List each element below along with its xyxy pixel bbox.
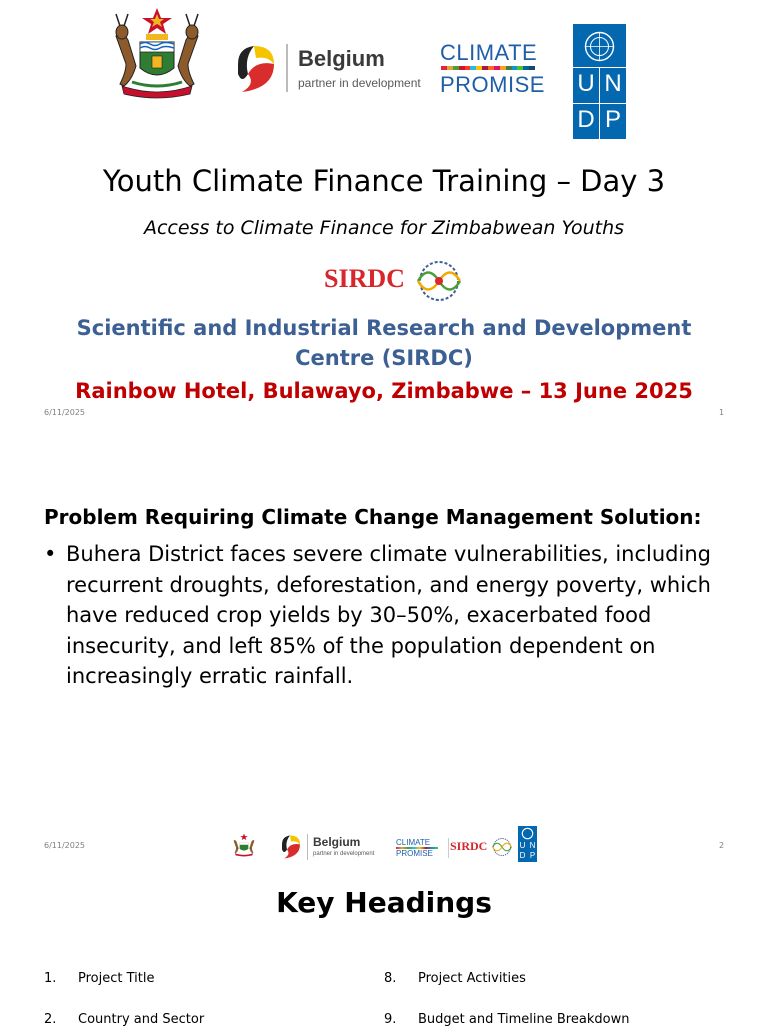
climate-word: CLIMATE — [440, 40, 538, 65]
bullet-line: increasingly erratic rainfall. — [66, 664, 354, 688]
small-coat-of-arms-logo — [230, 832, 258, 858]
small-undp-n: N — [529, 841, 536, 850]
sirdc-full-name — [0, 313, 768, 373]
item-number: 8. — [384, 971, 397, 986]
un-emblem-icon — [582, 29, 617, 64]
sirdc-logo — [322, 258, 472, 304]
climate-promise-logo — [440, 40, 545, 100]
undp-letter-u: U — [577, 70, 595, 97]
item-label: Project Activities — [418, 971, 526, 986]
belgium-tagline: partner in development — [298, 76, 421, 90]
footer-logo-strip — [230, 826, 540, 862]
slide2-page-number: 2 — [719, 841, 725, 850]
bullet-line: have reduced crop yields by 30–50%, exacerbated food — [66, 603, 652, 627]
item-label: Budget and Timeline Breakdown — [418, 1012, 630, 1027]
key-heading-item — [44, 971, 344, 989]
item-number: 9. — [384, 1012, 397, 1027]
problem-bullet — [44, 539, 724, 692]
small-belgium-swirl-icon — [280, 834, 302, 860]
item-number: 2. — [44, 1012, 57, 1027]
small-sirdc-wordmark: SIRDC — [450, 839, 488, 853]
slide1-title: Youth Climate Finance Training – Day 3 — [102, 164, 666, 198]
small-climate-word: CLIMATE — [396, 838, 431, 847]
undp-letter-d: D — [577, 106, 595, 133]
key-headings-title: Key Headings — [276, 886, 492, 919]
slide2-footer-date: 6/11/2025 — [44, 841, 86, 850]
key-heading-item — [384, 971, 714, 989]
small-undp-u: U — [519, 841, 526, 850]
item-label: Project Title — [78, 971, 155, 986]
slide1-footer-date: 6/11/2025 — [44, 408, 86, 417]
small-un-emblem-icon — [521, 827, 534, 840]
item-label: Country and Sector — [78, 1012, 205, 1027]
item-number: 1. — [44, 971, 57, 986]
promise-word: PROMISE — [440, 72, 545, 97]
small-belgium-name: Belgium — [313, 835, 361, 849]
belgium-partner-logo — [234, 44, 434, 94]
undp-letter-p: P — [604, 106, 621, 133]
belgium-swirl-icon — [234, 44, 278, 94]
small-promise-word: PROMISE — [396, 849, 433, 858]
org-line-2: Centre (SIRDC) — [295, 346, 473, 370]
key-heading-item — [384, 1012, 714, 1030]
small-undp-p: P — [529, 851, 536, 860]
belgium-name: Belgium — [298, 46, 385, 71]
venue-date: Rainbow Hotel, Bulawayo, Zimbabwe – 13 June 2025 — [75, 379, 693, 403]
slide1-page-number: 1 — [719, 408, 725, 417]
bullet-line: Buhera District faces severe climate vulnerabilities, including — [66, 542, 711, 566]
undp-logo — [573, 24, 626, 139]
belgium-divider — [286, 44, 288, 92]
bullet-dot: • — [44, 542, 57, 566]
small-undp-logo — [518, 826, 537, 862]
small-sirdc-gear-icon — [489, 836, 515, 858]
problem-heading: Problem Requiring Climate Change Management Solution: — [44, 505, 702, 529]
zimbabwe-coat-of-arms-logo — [102, 6, 212, 100]
undp-letter-n: N — [604, 70, 622, 97]
sirdc-wordmark: SIRDC — [324, 264, 405, 293]
bullet-text — [66, 539, 724, 692]
sirdc-gear-icon — [410, 258, 468, 304]
small-undp-d: D — [519, 851, 526, 860]
org-line-1: Scientific and Industrial Research and Development — [76, 316, 692, 340]
slide1-subtitle: Access to Climate Finance for Zimbabwean Youths — [143, 217, 625, 239]
sdg-color-stripe — [441, 66, 535, 70]
small-belgium-tagline: partner in development — [313, 851, 375, 857]
key-heading-item — [44, 1012, 344, 1030]
bullet-line: insecurity, and left 85% of the population dependent on — [66, 633, 656, 658]
bullet-line: recurrent droughts, deforestation, and energy poverty, which — [66, 572, 711, 597]
